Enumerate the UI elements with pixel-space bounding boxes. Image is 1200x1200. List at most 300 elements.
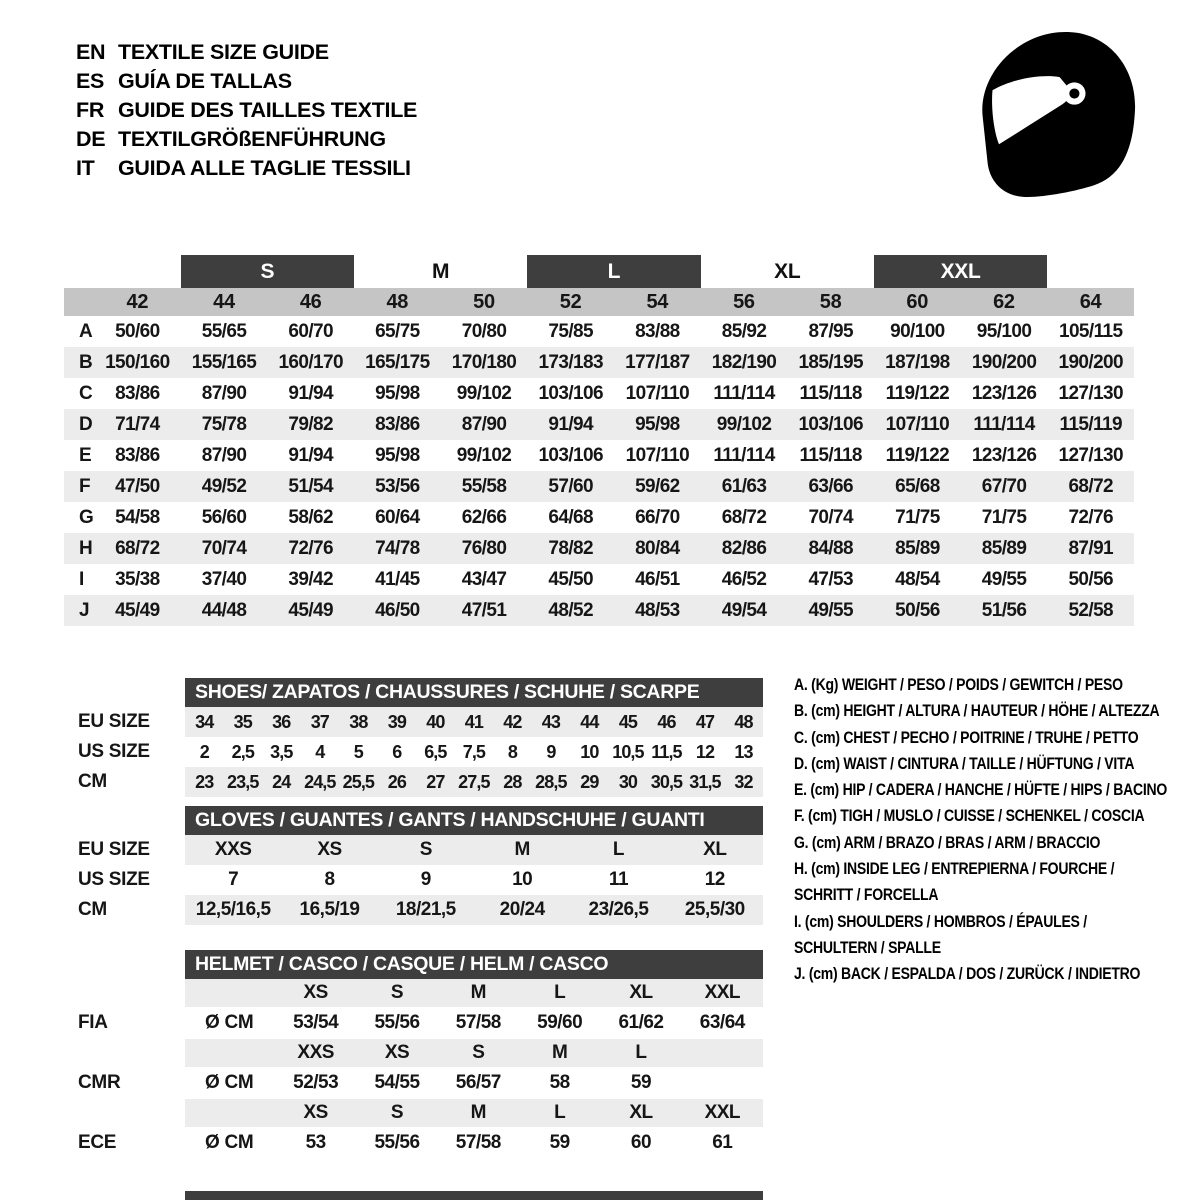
shoes-cell: 30 [618, 771, 638, 792]
spacer [64, 288, 94, 316]
measure-cell: 107/110 [885, 413, 950, 435]
shoes-cell: 28 [503, 771, 522, 792]
gloves-cell: 23/26,5 [588, 899, 649, 920]
gloves-cell: L [612, 839, 625, 860]
shoes-cell: 27,5 [458, 771, 490, 792]
shoes-cell: 48 [734, 711, 753, 732]
measure-cell: 190/200 [971, 351, 1037, 373]
gloves-cell: 7 [228, 869, 239, 890]
language-code: ES [76, 69, 105, 93]
measure-cell: 99/102 [716, 413, 772, 435]
helmet-sizes-row [185, 1039, 763, 1067]
measure-cell: 71/75 [895, 506, 940, 528]
gloves-cell: 11 [608, 869, 629, 890]
measure-cell: 68/72 [721, 506, 767, 528]
measure-cell: 65/75 [375, 320, 420, 342]
measure-cell: 99/102 [456, 382, 512, 404]
gloves-cell: 8 [324, 869, 335, 890]
helmet-size-label: S [472, 1042, 485, 1063]
shoes-row-label: US SIZE [78, 741, 150, 762]
measure-cell: 57/60 [548, 475, 593, 497]
gloves-rows [78, 835, 763, 925]
gloves-row [78, 865, 763, 895]
helmet-size-label: XXL [704, 1102, 741, 1123]
measure-cell: 45/49 [115, 599, 160, 621]
gloves-cell: XS [317, 839, 342, 860]
measure-cell: 48/54 [895, 568, 940, 590]
measure-cell: 78/82 [548, 537, 593, 559]
measure-cell: 85/89 [981, 537, 1027, 559]
shoes-cell: 40 [426, 711, 445, 732]
shoes-rows [78, 707, 763, 797]
helmet-size-label: XS [303, 1102, 328, 1123]
measure-row [64, 595, 1134, 626]
shoes-cell: 43 [541, 711, 561, 732]
measure-cell: 119/122 [885, 382, 950, 404]
helmet-standard-label: FIA [78, 1012, 108, 1033]
measure-cell: 46/52 [721, 568, 767, 590]
shoes-cell: 3,5 [270, 741, 293, 762]
measure-cell: 50/56 [1068, 568, 1113, 590]
measure-cell: 103/106 [538, 444, 603, 466]
measure-cell: 111/114 [713, 444, 775, 466]
measure-cell: 107/110 [625, 444, 690, 466]
measure-cell: 41/45 [375, 568, 420, 590]
measure-cell: 52/58 [1068, 599, 1113, 621]
gloves-cell: 9 [420, 869, 431, 890]
helmet-size-value: 59 [630, 1072, 652, 1093]
measure-row-label: J [79, 599, 90, 621]
measure-cell: 95/100 [976, 320, 1032, 342]
language-title: TEXTILGRÖßENFÜHRUNG [118, 127, 386, 151]
legend-line: A. (Kg) WEIGHT / PESO / POIDS / GEWITCH / PESO [794, 676, 1123, 694]
measure-cell: 46/50 [375, 599, 420, 621]
shoes-cell: 35 [233, 711, 252, 732]
measure-cell: 49/52 [201, 475, 247, 497]
measure-row-label: H [79, 537, 93, 559]
measure-cell: 187/198 [885, 351, 950, 373]
measure-cell: 95/98 [375, 382, 420, 404]
measure-cell: 85/89 [895, 537, 940, 559]
measure-cell: 65/68 [895, 475, 940, 497]
language-code: DE [76, 127, 106, 151]
measure-row-label: F [79, 475, 91, 497]
helmet-size-label: XL [629, 1102, 653, 1123]
size-number: 46 [299, 291, 322, 313]
size-number: 58 [819, 291, 842, 313]
measure-row-label: C [79, 382, 93, 404]
size-group-label: XXL [874, 255, 1047, 288]
helmet-values-row [78, 1007, 763, 1039]
cropped-section-band [185, 1191, 763, 1200]
shoes-cell: 8 [507, 741, 517, 762]
measure-cell: 165/175 [365, 351, 430, 373]
measure-cell: 47/53 [808, 568, 853, 590]
measure-cell: 60/64 [375, 506, 420, 528]
gloves-cell: XL [703, 839, 727, 860]
shoes-cell: 24 [272, 771, 291, 792]
helmet-sizes-row [185, 1099, 763, 1127]
measure-cell: 43/47 [461, 568, 507, 590]
shoes-cell: 45 [618, 711, 638, 732]
legend-line: E. (cm) HIP / CADERA / HANCHE / HÜFTE / HIPS / BACINO [794, 781, 1167, 800]
measure-cell: 70/74 [201, 537, 247, 559]
shoes-cell: 34 [195, 711, 214, 732]
gloves-cell: M [514, 839, 530, 860]
measure-cell: 70/74 [808, 506, 853, 528]
measure-cell: 87/95 [808, 320, 853, 342]
measure-cell: 35/38 [115, 568, 160, 590]
shoes-cell: 10 [580, 741, 599, 762]
legend-line: B. (cm) HEIGHT / ALTURA / HAUTEUR / HÖHE / ALTEZZA [794, 702, 1160, 721]
shoes-cell: 31,5 [689, 771, 721, 792]
measure-cell: 60/70 [288, 320, 333, 342]
size-number: 42 [126, 291, 149, 313]
shoes-row [78, 767, 763, 797]
shoes-cell: 46 [657, 711, 676, 732]
shoes-cell: 25,5 [342, 771, 375, 792]
gloves-cell: 16,5/19 [299, 899, 360, 920]
gloves-cell: XXS [214, 839, 252, 860]
measure-cell: 62/66 [461, 506, 507, 528]
measure-row-label: B [79, 351, 93, 373]
legend-line: SCHULTERN / SPALLE [794, 938, 941, 957]
shoes-size-table [78, 678, 763, 797]
helmet-size-label: M [470, 1102, 486, 1123]
gloves-row-label: US SIZE [78, 869, 150, 890]
measure-cell: 83/88 [635, 320, 680, 342]
spacer [1047, 255, 1134, 288]
measure-cell: 123/126 [971, 444, 1037, 466]
helmet-size-value: 53 [305, 1132, 326, 1153]
measure-cell: 190/200 [1058, 351, 1123, 373]
shoes-cell: 44 [580, 711, 599, 732]
measure-cell: 83/86 [375, 413, 420, 435]
measure-cell: 46/51 [635, 568, 680, 590]
size-number-band [64, 288, 1134, 316]
shoes-cell: 29 [580, 771, 599, 792]
shoes-row-label: CM [78, 771, 107, 792]
measure-cell: 173/183 [538, 351, 603, 373]
measure-cell: 49/55 [808, 599, 853, 621]
helmet-unit-label: Ø CM [205, 1132, 254, 1153]
gloves-size-table [78, 806, 763, 925]
measure-cell: 51/54 [288, 475, 333, 497]
measure-cell: 170/180 [451, 351, 517, 373]
measure-cell: 182/190 [711, 351, 777, 373]
measure-cell: 37/40 [201, 568, 247, 590]
helmet-values-row [78, 1127, 763, 1159]
measure-cell: 67/70 [981, 475, 1027, 497]
measure-cell: 103/106 [798, 413, 863, 435]
measure-cell: 68/72 [115, 537, 160, 559]
helmet-size-value: 60 [630, 1132, 652, 1153]
shoes-cell: 42 [503, 711, 522, 732]
measure-cell: 150/160 [105, 351, 170, 373]
measure-cell: 45/50 [548, 568, 593, 590]
measure-cell: 127/130 [1058, 382, 1123, 404]
measure-cell: 59/62 [635, 475, 680, 497]
shoes-cell: 30,5 [650, 771, 683, 792]
legend-line: H. (cm) INSIDE LEG / ENTREPIERNA / FOURCHE / [794, 860, 1115, 879]
legend-line: J. (cm) BACK / ESPALDA / DOS / ZURÜCK / INDIETRO [794, 965, 1141, 984]
language-row [76, 125, 417, 154]
visor-pivot-inner [1069, 88, 1079, 98]
legend-line: F. (cm) TIGH / MUSLO / CUISSE / SCHENKEL / COSCIA [794, 807, 1145, 826]
shoes-cell: 39 [387, 711, 406, 732]
gloves-title-band: GLOVES / GUANTES / GANTS / HANDSCHUHE / GUANTI [185, 806, 763, 835]
measure-row [64, 347, 1134, 378]
shoes-cell: 36 [272, 711, 291, 732]
size-number: 52 [559, 291, 582, 313]
measure-cell: 91/94 [548, 413, 593, 435]
size-group-label: S [181, 255, 354, 288]
measure-cell: 48/52 [548, 599, 593, 621]
measure-cell: 80/84 [635, 537, 680, 559]
measure-cell: 91/94 [288, 444, 333, 466]
shoes-cell: 5 [353, 741, 363, 762]
shoes-cell: 9 [546, 741, 556, 762]
measure-cell: 103/106 [538, 382, 603, 404]
measure-cell: 99/102 [456, 444, 512, 466]
shoes-cell: 23,5 [227, 771, 259, 792]
shoes-title-band: SHOES/ ZAPATOS / CHAUSSURES / SCHUHE / SCARPE [185, 678, 763, 707]
spacer [64, 255, 181, 288]
measure-cell: 87/90 [461, 413, 507, 435]
legend-line: C. (cm) CHEST / PECHO / POITRINE / TRUHE / PETTO [794, 728, 1139, 747]
gloves-row-label: EU SIZE [78, 839, 150, 860]
gloves-cell: 12 [704, 869, 725, 890]
measure-cell: 91/94 [288, 382, 333, 404]
measure-cell: 123/126 [971, 382, 1037, 404]
measure-cell: 119/122 [885, 444, 950, 466]
measure-cell: 49/54 [721, 599, 767, 621]
measure-cell: 84/88 [808, 537, 853, 559]
shoes-cell: 2,5 [231, 741, 254, 762]
measure-row [64, 502, 1134, 533]
helmet-size-label: L [554, 982, 566, 1003]
measure-row [64, 378, 1134, 409]
measure-cell: 85/92 [721, 320, 767, 342]
measure-cell: 50/56 [895, 599, 940, 621]
measure-cell: 115/118 [799, 382, 862, 404]
helmet-size-label: XXL [704, 982, 741, 1003]
shoes-cell: 11,5 [651, 741, 682, 762]
shoes-cell: 6,5 [424, 741, 447, 762]
helmet-size-label: XS [303, 982, 328, 1003]
measure-cell: 155/165 [191, 351, 257, 373]
language-row [76, 67, 417, 96]
helmet-size-value: 58 [549, 1072, 570, 1093]
size-number: 50 [473, 291, 495, 313]
helmet-size-label: XXS [297, 1042, 334, 1063]
measure-cell: 54/58 [115, 506, 160, 528]
helmet-size-label: S [390, 1102, 404, 1123]
measure-cell: 127/130 [1058, 444, 1123, 466]
shoes-cell: 7,5 [462, 741, 486, 762]
measure-cell: 72/76 [288, 537, 333, 559]
size-number: 54 [646, 291, 669, 313]
measure-cell: 53/56 [375, 475, 420, 497]
size-number: 44 [213, 291, 235, 313]
measure-cell: 47/50 [115, 475, 160, 497]
apparel-measure-rows [64, 316, 1134, 626]
helmet-standard-label: ECE [78, 1132, 117, 1153]
measure-row [64, 409, 1134, 440]
measure-row-label: E [79, 444, 92, 466]
size-group-label: L [527, 255, 700, 288]
size-number: 48 [386, 291, 409, 313]
shoes-cell: 10,5 [612, 741, 644, 762]
helmet-size-value: 55/56 [374, 1012, 420, 1033]
measure-cell: 55/65 [201, 320, 247, 342]
measure-cell: 39/42 [288, 568, 333, 590]
measure-cell: 95/98 [635, 413, 680, 435]
size-number: 64 [1079, 291, 1102, 313]
helmet-sizes-row [185, 979, 763, 1007]
language-row [76, 154, 417, 183]
measure-row-label: G [79, 506, 94, 528]
measure-row-label: A [79, 320, 93, 342]
gloves-cell: 25,5/30 [684, 899, 745, 920]
size-group-label: M [432, 259, 450, 283]
helmet-size-label: L [554, 1102, 566, 1123]
helmet-standard-group [78, 1039, 763, 1099]
measure-cell: 45/49 [288, 599, 333, 621]
helmet-size-value: 55/56 [374, 1132, 420, 1153]
shoes-cell: 24,5 [304, 771, 336, 792]
gloves-cell: S [419, 839, 432, 860]
helmet-size-value: 61/62 [618, 1012, 664, 1033]
measure-cell: 87/90 [201, 444, 247, 466]
measure-cell: 76/80 [461, 537, 507, 559]
size-group-label: XL [774, 259, 801, 283]
measure-cell: 177/187 [625, 351, 690, 373]
shoes-cell: 37 [310, 711, 329, 732]
shoes-cell: 32 [734, 771, 753, 792]
language-code: IT [76, 156, 95, 180]
measure-row-label: I [79, 568, 84, 590]
helmet-size-value: 61 [712, 1132, 733, 1153]
size-number: 60 [906, 291, 929, 313]
shoes-row [78, 707, 763, 737]
measure-cell: 47/51 [461, 599, 507, 621]
measure-row [64, 471, 1134, 502]
helmet-size-table [78, 950, 763, 1159]
measure-cell: 71/75 [981, 506, 1027, 528]
measure-cell: 105/115 [1059, 320, 1123, 342]
measure-cell: 58/62 [288, 506, 333, 528]
shoes-cell: 6 [392, 741, 402, 762]
helmet-size-value: 63/64 [699, 1012, 745, 1033]
helmet-size-label: M [470, 982, 486, 1003]
gloves-cell: 12,5/16,5 [195, 899, 271, 920]
helmet-size-value: 56/57 [455, 1072, 501, 1093]
helmet-size-label: L [635, 1042, 647, 1063]
measurement-legend [794, 672, 1200, 988]
helmet-size-label: M [551, 1042, 568, 1063]
measure-cell: 95/98 [375, 444, 420, 466]
measure-row [64, 564, 1134, 595]
helmet-title-band: HELMET / CASCO / CASQUE / HELM / CASCO [185, 950, 763, 979]
measure-row [64, 440, 1134, 471]
shoes-cell: 2 [199, 741, 209, 762]
measure-cell: 83/86 [115, 444, 160, 466]
shoes-cell: 47 [695, 711, 715, 732]
measure-cell: 75/85 [548, 320, 593, 342]
language-row [76, 96, 417, 125]
measure-cell: 56/60 [201, 506, 247, 528]
language-title: GUÍA DE TALLAS [118, 69, 292, 93]
helmet-size-value: 53/54 [293, 1012, 339, 1033]
measure-cell: 70/80 [461, 320, 507, 342]
helmet-standard-label: CMR [78, 1072, 121, 1093]
measure-cell: 68/72 [1068, 475, 1113, 497]
shoes-cell: 13 [734, 741, 753, 762]
helmet-size-value: 59 [549, 1132, 570, 1153]
measure-row [64, 533, 1134, 564]
shoes-cell: 23 [195, 771, 214, 792]
measure-cell: 111/114 [973, 413, 1035, 435]
helmet-groups [78, 979, 763, 1159]
measure-cell: 83/86 [115, 382, 160, 404]
helmet-size-value: 57/58 [455, 1012, 501, 1033]
language-title: GUIDA ALLE TAGLIE TESSILI [118, 156, 411, 180]
measure-cell: 71/74 [115, 413, 160, 435]
gloves-cell: 10 [512, 869, 533, 890]
measure-cell: 75/78 [201, 413, 247, 435]
legend-line: G. (cm) ARM / BRAZO / BRAS / ARM / BRACCIO [794, 833, 1101, 852]
gloves-row-label: CM [78, 899, 107, 920]
measure-cell: 48/53 [635, 599, 680, 621]
gloves-cell: 20/24 [499, 899, 545, 920]
shoes-cell: 27 [426, 771, 445, 792]
measure-cell: 61/63 [721, 475, 767, 497]
legend-line: I. (cm) SHOULDERS / HOMBROS / ÉPAULES / [794, 912, 1087, 931]
shoes-cell: 28,5 [535, 771, 567, 792]
measure-row [64, 316, 1134, 347]
shoes-cell: 4 [315, 741, 325, 762]
language-code: EN [76, 40, 106, 64]
language-title: TEXTILE SIZE GUIDE [118, 40, 329, 64]
size-number: 56 [733, 291, 755, 313]
apparel-size-table [64, 255, 1134, 626]
measure-cell: 44/48 [201, 599, 247, 621]
gloves-row [78, 835, 763, 865]
language-title: GUIDE DES TAILLES TEXTILE [118, 98, 418, 122]
shoes-cell: 38 [349, 711, 368, 732]
helmet-values-row [78, 1067, 763, 1099]
shoes-cell: 41 [464, 711, 483, 732]
measure-cell: 63/66 [808, 475, 853, 497]
measure-cell: 111/114 [713, 382, 775, 404]
measure-cell: 49/55 [981, 568, 1027, 590]
size-group-header-row [64, 255, 1134, 288]
legend-line: SCHRITT / FORCELLA [794, 886, 939, 905]
measure-cell: 64/68 [548, 506, 593, 528]
language-list [76, 38, 417, 183]
measure-cell: 185/195 [798, 351, 863, 373]
measure-row-label: D [79, 413, 93, 435]
measure-cell: 66/70 [635, 506, 680, 528]
helmet-size-value: 54/55 [374, 1072, 420, 1093]
helmet-unit-label: Ø CM [205, 1072, 254, 1093]
helmet-unit-label: Ø CM [205, 1012, 254, 1033]
shoes-row-label: EU SIZE [78, 711, 150, 732]
gloves-row [78, 895, 763, 925]
size-number: 62 [993, 291, 1015, 313]
helmet-standard-group [78, 979, 763, 1039]
